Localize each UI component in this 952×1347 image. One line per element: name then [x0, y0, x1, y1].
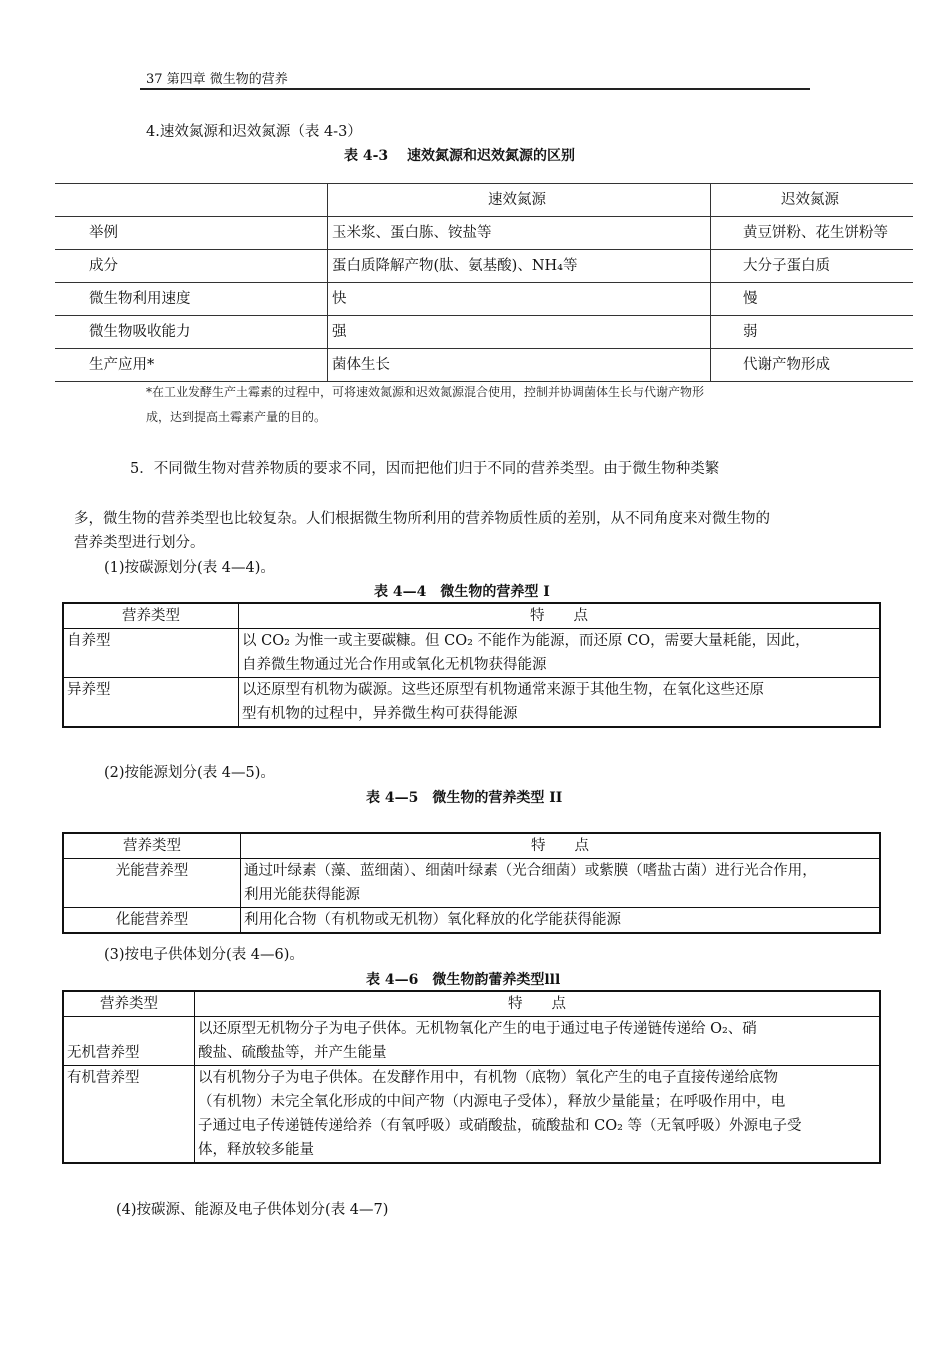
cell-line: 通过叶绿素（藻、蓝细菌）、细菌叶绿素（光合细菌）或紫膜（嗜盐古菌）进行光合作用，: [244, 863, 817, 879]
row-label: 微生物吸收能力: [55, 316, 328, 349]
subheading: (1)按碳源划分(表 4—4)。: [104, 560, 275, 576]
page-header: 37 第四章 微生物的营养: [146, 72, 288, 87]
table-row: [55, 316, 913, 349]
paragraph-line: 5．不同微生物对营养物质的要求不同，因而把他们归于不同的营养类型。由于微生物种类繁: [130, 461, 720, 477]
table-note: 成，达到提高土霉素产量的目的。: [146, 410, 327, 424]
table-cell: [195, 1017, 881, 1066]
subheading: (3)按电子供体划分(表 4—6)。: [104, 947, 304, 963]
cell-line: 以有机物分子为电子供体。在发酵作用中，有机物（底物）氧化产生的电子直接传递给底物: [198, 1070, 778, 1086]
row-label: 光能营养型: [63, 859, 241, 908]
subheading: (2)按能源划分(表 4—5)。: [104, 765, 275, 781]
table-row: [63, 678, 880, 728]
table-4-5: [62, 832, 881, 934]
table-cell: 代谢产物形成: [711, 349, 914, 382]
header-cell: 营养类型: [63, 833, 241, 859]
cell-line: 子通过电子传递链传递给养（有氧呼吸）或硝酸盐，硫酸盐和 CO₂ 等（无氧呼吸）外源电子受: [198, 1118, 802, 1134]
header-cell: 速效氮源: [328, 184, 711, 217]
table-4-4: [62, 602, 881, 728]
table-header-row: [63, 603, 880, 629]
table-row: [55, 250, 913, 283]
table-4-6-caption: 表 4—6 微生物韵蕾养类型lll: [366, 972, 561, 988]
header-cell: 营养类型: [63, 991, 195, 1017]
table-cell: 利用化合物（有机物或无机物）氧化释放的化学能获得能源: [241, 908, 881, 934]
row-label: 自养型: [63, 629, 239, 678]
row-label: 成分: [55, 250, 328, 283]
table-4-6: [62, 990, 881, 1164]
table-4-4-caption: 表 4—4 微生物的营养型 I: [374, 584, 550, 600]
table-header-row: [63, 991, 880, 1017]
row-label: 有机营养型: [63, 1066, 195, 1164]
table-row: [63, 908, 880, 934]
paragraph-line: 营养类型进行划分。: [74, 535, 205, 551]
cell-line: 以还原型无机物分子为电子供体。无机物氧化产生的电于通过电子传递链传递给 O₂、硝: [198, 1021, 757, 1037]
table-cell: 蛋白质降解产物(肽、氨基酸)、NH₄等: [328, 250, 711, 283]
table-row: [63, 629, 880, 678]
table-cell: 弱: [711, 316, 914, 349]
subheading: (4)按碳源、能源及电子供体划分(表 4—7): [116, 1202, 389, 1218]
cell-line: 自养微生物通过光合作用或氧化无机物获得能源: [242, 657, 547, 673]
cell-line: 型有机物的过程中，异养微生构可获得能源: [242, 706, 518, 722]
table-note: *在工业发酵生产土霉素的过程中，可将速效氮源和迟效氮源混合使用，控制并协调菌体生长与代谢产物形: [146, 385, 705, 399]
cell-line: 体，释放较多能量: [198, 1142, 314, 1158]
table-cell: 菌体生长: [328, 349, 711, 382]
table-row: [55, 349, 913, 382]
row-label: 无机营养型: [63, 1017, 195, 1066]
cell-line: 以 CO₂ 为惟一或主要碳糠。但 CO₂ 不能作为能源，而还原 CO，需要大量耗能，因此，: [242, 633, 810, 649]
header-cell: 特 点: [239, 603, 881, 629]
row-label: 举例: [55, 217, 328, 250]
header-cell: 营养类型: [63, 603, 239, 629]
header-cell: [55, 184, 328, 217]
table-4-5-caption: 表 4—5 微生物的营养类型 II: [366, 790, 563, 806]
row-label: 化能营养型: [63, 908, 241, 934]
table-cell: 黄豆饼粉、花生饼粉等: [711, 217, 914, 250]
header-rule: [140, 88, 810, 90]
section-4-heading: 4.速效氮源和迟效氮源（表 4-3）: [146, 124, 362, 140]
table-cell: 玉米浆、蛋白胨、铵盐等: [328, 217, 711, 250]
table-cell: 慢: [711, 283, 914, 316]
row-label: 微生物利用速度: [55, 283, 328, 316]
row-label: 异养型: [63, 678, 239, 728]
table-cell: [239, 678, 881, 728]
table-cell: [241, 859, 881, 908]
table-header-row: [63, 833, 880, 859]
table-4-3: [55, 183, 913, 382]
header-cell: 迟效氮源: [711, 184, 914, 217]
header-cell: 特 点: [195, 991, 881, 1017]
row-label: 生产应用*: [55, 349, 328, 382]
table-row: [63, 859, 880, 908]
cell-line: 酸盐、硫酸盐等，并产生能量: [198, 1045, 387, 1061]
header-cell: 特 点: [241, 833, 881, 859]
cell-line: （有机物）未完全氧化形成的中间产物（内源电子受体），释放少量能量；在呼吸作用中，电: [198, 1094, 786, 1110]
table-row: [63, 1017, 880, 1066]
cell-line: 以还原型有机物为碳源。这些还原型有机物通常来源于其他生物，在氧化这些还原: [242, 682, 764, 698]
table-row: [55, 283, 913, 316]
table-cell: [239, 629, 881, 678]
table-cell: [195, 1066, 881, 1164]
table-row: [63, 1066, 880, 1164]
table-cell: 快: [328, 283, 711, 316]
table-4-3-caption: 表 4-3 速效氮源和迟效氮源的区别: [344, 148, 576, 164]
table-cell: 大分子蛋白质: [711, 250, 914, 283]
table-row: [55, 217, 913, 250]
table-cell: 强: [328, 316, 711, 349]
paragraph-line: 多，微生物的营养类型也比较复杂。人们根据微生物所利用的营养物质性质的差别，从不同角度来对微生物的: [74, 511, 770, 527]
cell-line: 利用光能获得能源: [244, 887, 360, 903]
table-header-row: [55, 184, 913, 217]
